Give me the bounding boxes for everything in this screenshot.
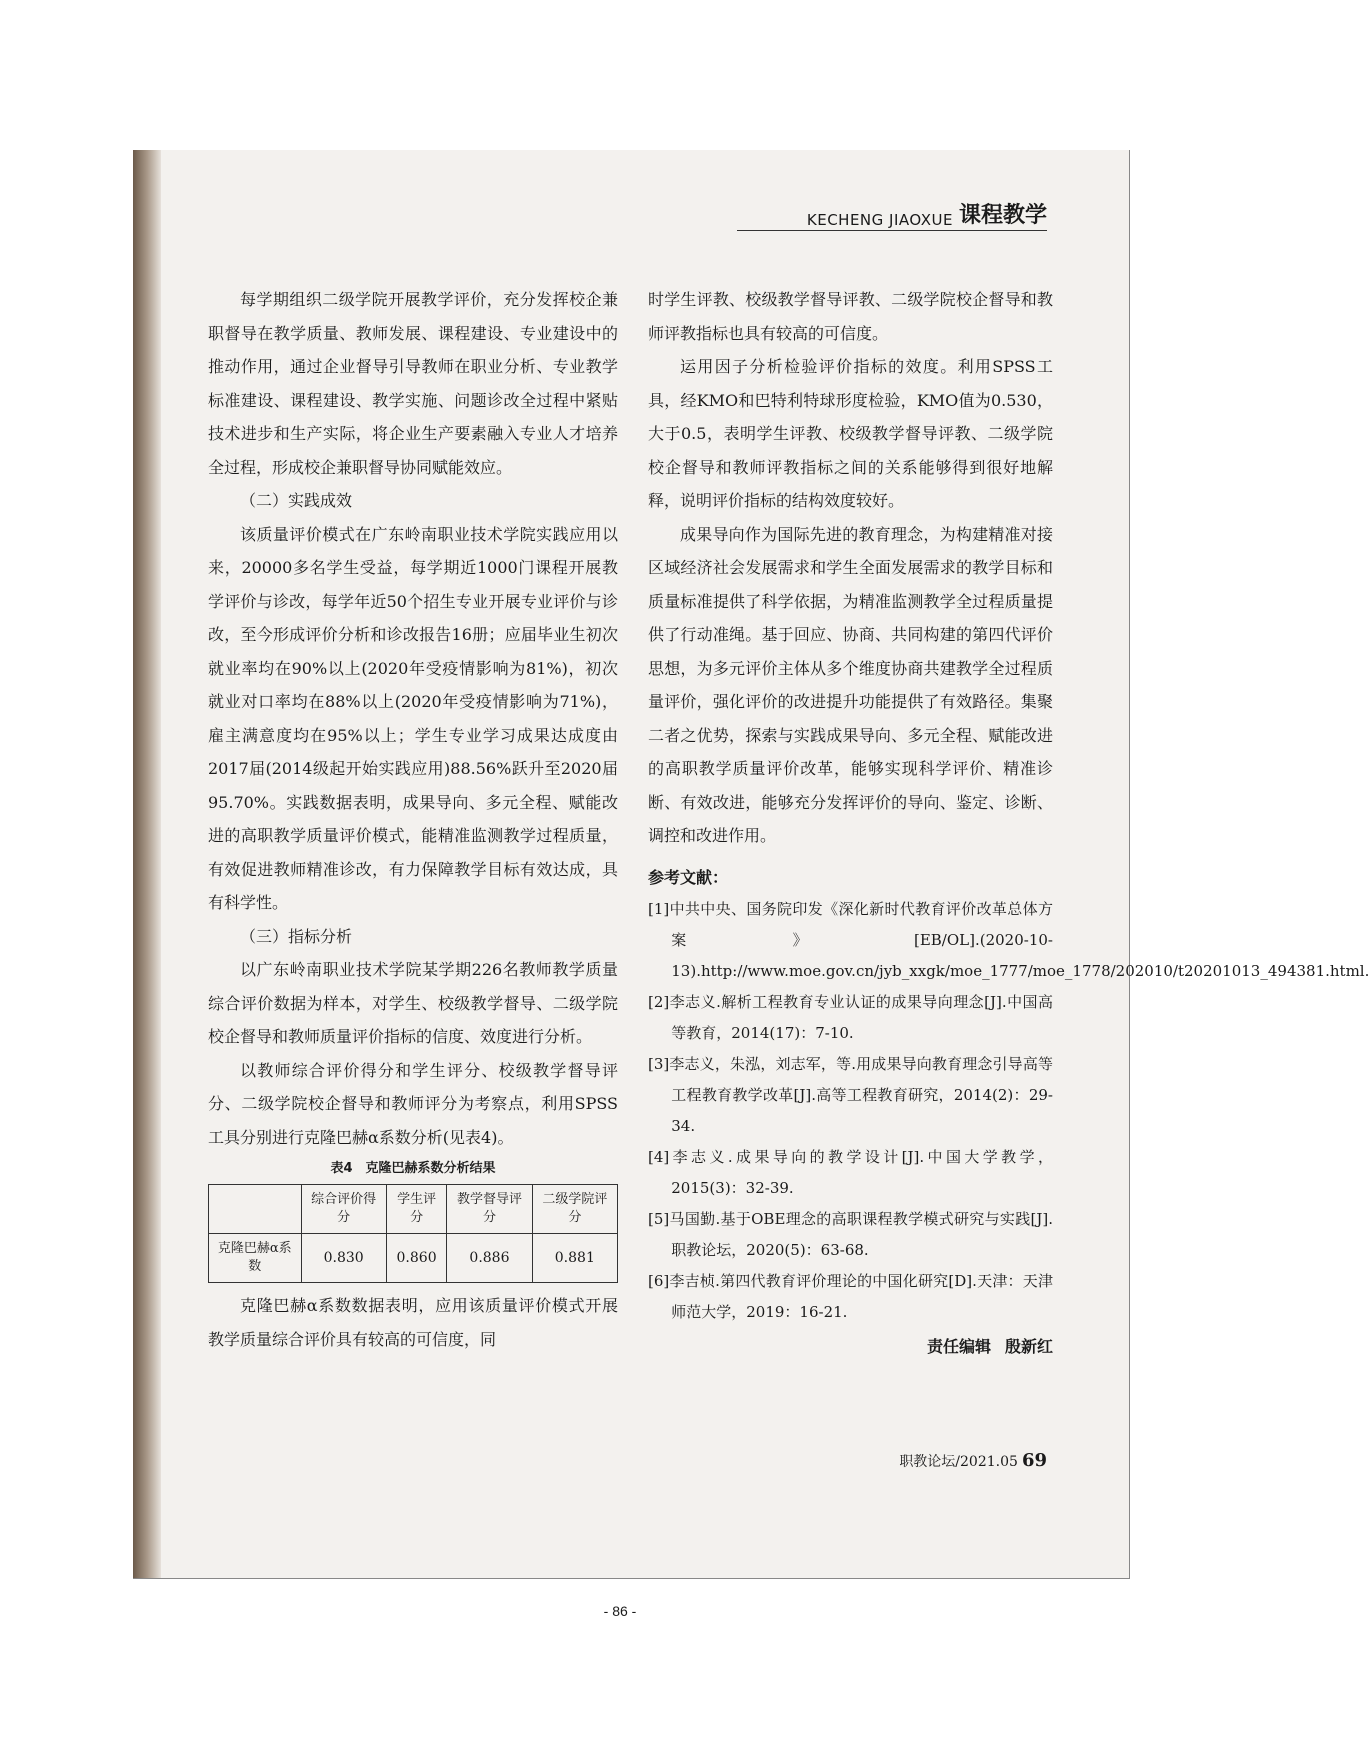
table-caption: 表4 克隆巴赫系数分析结果: [330, 1161, 496, 1176]
journal-footer: [899, 1450, 1047, 1471]
running-header: [807, 198, 1047, 229]
reference-item: [4]李志义.成果导向的教学设计[J].中国大学教学，2015(3)：32-39.: [648, 1148, 1053, 1197]
table-cell: 0.886: [447, 1234, 532, 1283]
table-row-label: 克隆巴赫α系数: [209, 1234, 302, 1283]
document-page-number: - 86 -: [603, 1603, 637, 1619]
right-column: [648, 283, 1369, 1364]
table-header-cell: 教学督导评分: [447, 1185, 532, 1234]
journal-page-number: 69: [1021, 1450, 1047, 1471]
table-cell: 0.860: [386, 1234, 446, 1283]
table-header-cell: 二级学院评分: [532, 1185, 617, 1234]
scanned-page: [133, 150, 1369, 1579]
reference-item: [1]中共中央、国务院印发《深化新时代教育评价改革总体方案》[EB/OL].(2020-10-13).http://www.moe.gov.cn/jyb_xxgk/moe_1777/moe_1778/202010/t20201013_494381.html.: [648, 900, 1369, 980]
table-header-cell: 学生评分: [386, 1185, 446, 1234]
subheading-practice-results: （二）实践成效: [240, 491, 353, 510]
reference-item: [6]李吉桢.第四代教育评价理论的中国化研究[D].天津：天津师范大学，2019：16-21.: [648, 1272, 1053, 1321]
table-row: [209, 1234, 618, 1283]
paragraph: 以广东岭南职业技术学院某学期226名教师教学质量综合评价数据为样本，对学生、校级教学督导、二级学院校企督导和教师质量评价指标的信度、效度进行分析。: [208, 960, 618, 1046]
table-header-row: [209, 1185, 618, 1234]
editor-label: 责任编辑: [926, 1337, 991, 1356]
left-column: [208, 283, 618, 1356]
reference-item: [5]马国勤.基于OBE理念的高职课程教学模式研究与实践[J].职教论坛，2020(5)：63-68.: [648, 1210, 1053, 1259]
paragraph: 时学生评教、校级教学督导评教、二级学院校企督导和教师评教指标也具有较高的可信度。: [648, 290, 1053, 343]
paragraph: 克隆巴赫α系数数据表明，应用该质量评价模式开展教学质量综合评价具有较高的可信度，同: [208, 1296, 618, 1349]
header-section-title: 课程教学: [958, 203, 1047, 228]
paragraph: 运用因子分析检验评价指标的效度。利用SPSS工具，经KMO和巴特利特球形度检验，KMO值为0.530，大于0.5，表明学生评教、校级教学督导评教、二级学院校企督导和教师评教指标之间的关系能够得到很好地解释，说明评价指标的结构效度较好。: [648, 357, 1053, 510]
paragraph: 成果导向作为国际先进的教育理念，为构建精准对接区域经济社会发展需求和学生全面发展需求的教学目标和质量标准提供了科学依据，为精准监测教学全过程质量提供了行动准绳。基于回应、协商、共同构建的第四代评价思想，为多元评价主体从多个维度协商共建教学全过程质量评价，强化评价的改进提升功能提供了有效路径。集聚二者之优势，探索与实践成果导向、多元全程、赋能改进的高职教学质量评价改革，能够实现科学评价、精准诊断、有效改进，能够充分发挥评价的导向、鉴定、诊断、调控和改进作用。: [648, 524, 1053, 845]
header-rule: [737, 230, 1047, 231]
header-latin: KECHENG JIAOXUE: [806, 211, 953, 229]
table-corner-cell: [209, 1185, 302, 1234]
paragraph: 以教师综合评价得分和学生评分、校级教学督导评分、二级学院校企督导和教师评分为考察点，利用SPSS工具分别进行克隆巴赫α系数分析(见表4)。: [208, 1060, 618, 1147]
responsible-editor: [648, 1330, 1053, 1364]
references-heading: 参考文献：: [648, 867, 729, 887]
binding-shadow: [133, 150, 161, 1578]
reference-item: [2]李志义.解析工程教育专业认证的成果导向理念[J].中国高等教育，2014(17)：7-10.: [648, 993, 1053, 1042]
subheading-indicator-analysis: （三）指标分析: [240, 926, 353, 946]
table-cell: 0.830: [301, 1234, 386, 1283]
journal-issue: 职教论坛/2021.05: [899, 1454, 1018, 1470]
reference-item: [3]李志义，朱泓，刘志军，等.用成果导向教育理念引导高等工程教育教学改革[J].高等工程教育研究，2014(2)：29-34.: [648, 1055, 1053, 1135]
paragraph: 每学期组织二级学院开展教学评价，充分发挥校企兼职督导在教学质量、教师发展、课程建设、专业建设中的推动作用，通过企业督导引导教师在职业分析、专业教学标准建设、课程建设、教学实施、问题诊改全过程中紧贴技术进步和生产实际，将企业生产要素融入专业人才培养全过程，形成校企兼职督导协同赋能效应。: [208, 290, 618, 477]
cronbach-table: [208, 1184, 618, 1283]
table-header-cell: 综合评价得分: [301, 1185, 386, 1234]
paragraph: 该质量评价模式在广东岭南职业技术学院实践应用以来，20000多名学生受益，每学期近1000门课程开展教学评价与诊改，每学年近50个招生专业开展专业评价与诊改，至今形成评价分析和诊改报告16册；应届毕业生初次就业率均在90%以上(2020年受疫情影响为81%)，初次就业对口率均在88%以上(2020年受疫情影响为71%)，雇主满意度均在95%以上；学生专业学习成果达成度由2017届(2014级起开始实践应用)88.56%跃升至2020届95.70%。实践数据表明，成果导向、多元全程、赋能改进的高职教学质量评价模式，能精准监测教学过程质量，有效促进教师精准诊改，有力保障教学目标有效达成，具有科学性。: [208, 524, 618, 912]
editor-name: 殷新红: [1004, 1337, 1053, 1356]
table-cell: 0.881: [532, 1234, 617, 1283]
